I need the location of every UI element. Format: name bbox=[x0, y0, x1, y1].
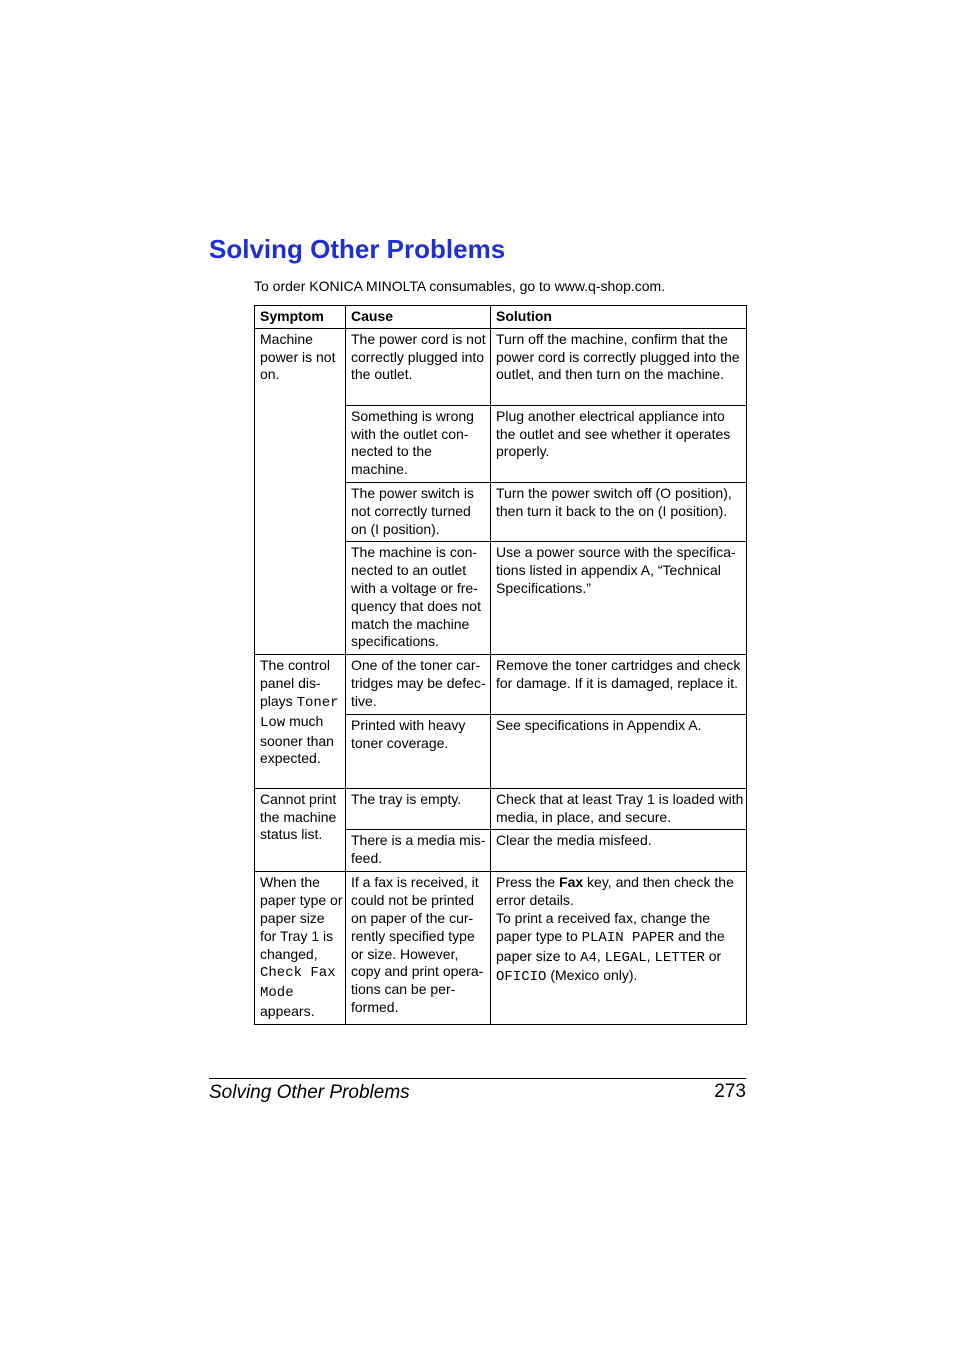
cause-cell: There is a media mis-feed. bbox=[346, 830, 491, 872]
header-solution: Solution bbox=[491, 306, 747, 329]
symptom-cell: Machine power is not on. bbox=[255, 328, 346, 655]
separator: , bbox=[596, 947, 601, 964]
solution-text: key, and then check the error details. bbox=[496, 874, 734, 909]
symptom-cell bbox=[255, 655, 346, 788]
symptom-cell: Cannot print the machine status list. bbox=[255, 788, 346, 872]
solution-cell: See specifications in Appendix A. bbox=[491, 714, 747, 788]
cause-cell: If a fax is received, it could not be printed on paper of the cur-rently specified type or size. However, copy and print opera-tions can be per-formed. bbox=[346, 872, 491, 1024]
fax-key-label: Fax bbox=[559, 874, 584, 891]
status-message-code: Check Fax Mode bbox=[260, 965, 336, 1002]
paper-type-code: PLAIN PAPER bbox=[581, 929, 675, 946]
paper-size-code: A4 bbox=[580, 949, 597, 966]
header-cause: Cause bbox=[346, 306, 491, 329]
symptom-text: appears. bbox=[260, 1002, 315, 1019]
solution-cell: Check that at least Tray 1 is loaded with media, in place, and secure. bbox=[491, 788, 747, 830]
table-row bbox=[255, 788, 747, 830]
solution-text: and the paper size to bbox=[496, 927, 725, 964]
symptom-cell bbox=[255, 872, 346, 1024]
paper-size-code: OFICIO bbox=[496, 969, 547, 986]
solution-text: (Mexico only). bbox=[550, 967, 638, 984]
cause-cell: The machine is con-nected to an outlet with a voltage or fre-quency that does not match the machine specifications. bbox=[346, 542, 491, 655]
footer-title: Solving Other Problems bbox=[209, 1082, 410, 1103]
solution-cell: Turn off the machine, confirm that the power cord is correctly plugged into the outlet, and then turn on the machine. bbox=[491, 328, 747, 405]
cause-cell: Printed with heavy toner coverage. bbox=[346, 714, 491, 788]
cause-cell: The tray is empty. bbox=[346, 788, 491, 830]
solution-cell: Use a power source with the specifica-tions listed in appendix A, “Technical Specifications.” bbox=[491, 542, 747, 655]
status-message-code: Toner Low bbox=[260, 694, 339, 731]
solution-text: To print a received fax, change the paper type to bbox=[496, 909, 711, 944]
cause-cell: Something is wrong with the outlet con-nected to the machine. bbox=[346, 405, 491, 482]
footer-divider bbox=[209, 1078, 746, 1079]
cause-cell: One of the toner car-tridges may be defec-tive. bbox=[346, 655, 491, 714]
table-header-row bbox=[255, 306, 747, 329]
troubleshooting-table bbox=[254, 305, 747, 1025]
symptom-text: When the paper type or paper size for Tray 1 is changed, bbox=[260, 874, 343, 962]
table-row bbox=[255, 655, 747, 714]
paper-size-code: LEGAL bbox=[604, 949, 647, 966]
header-symptom: Symptom bbox=[255, 306, 346, 329]
solution-text: or bbox=[708, 947, 722, 964]
solution-cell bbox=[491, 872, 747, 1024]
solution-cell: Clear the media misfeed. bbox=[491, 830, 747, 872]
page-number: 273 bbox=[714, 1081, 746, 1102]
symptom-text: The control panel dis-plays bbox=[260, 657, 331, 709]
symptom-text: much sooner than expected. bbox=[260, 712, 334, 767]
separator: , bbox=[646, 947, 651, 964]
table-row bbox=[255, 872, 747, 1024]
solution-cell: Remove the toner cartridges and check for damage. If it is damaged, replace it. bbox=[491, 655, 747, 714]
solution-cell: Plug another electrical appliance into the outlet and see whether it operates properly. bbox=[491, 405, 747, 482]
cause-cell: The power cord is not correctly plugged into the outlet. bbox=[346, 328, 491, 405]
page-title: Solving Other Problems bbox=[209, 234, 506, 264]
solution-text: Press the bbox=[496, 874, 556, 891]
table-row bbox=[255, 328, 747, 405]
paper-size-code: LETTER bbox=[654, 949, 705, 966]
solution-cell: Turn the power switch off (O position), then turn it back to the on (I position). bbox=[491, 482, 747, 541]
intro-text: To order KONICA MINOLTA consumables, go to www.q-shop.com. bbox=[254, 278, 666, 294]
cause-cell: The power switch is not correctly turned on (I position). bbox=[346, 482, 491, 541]
